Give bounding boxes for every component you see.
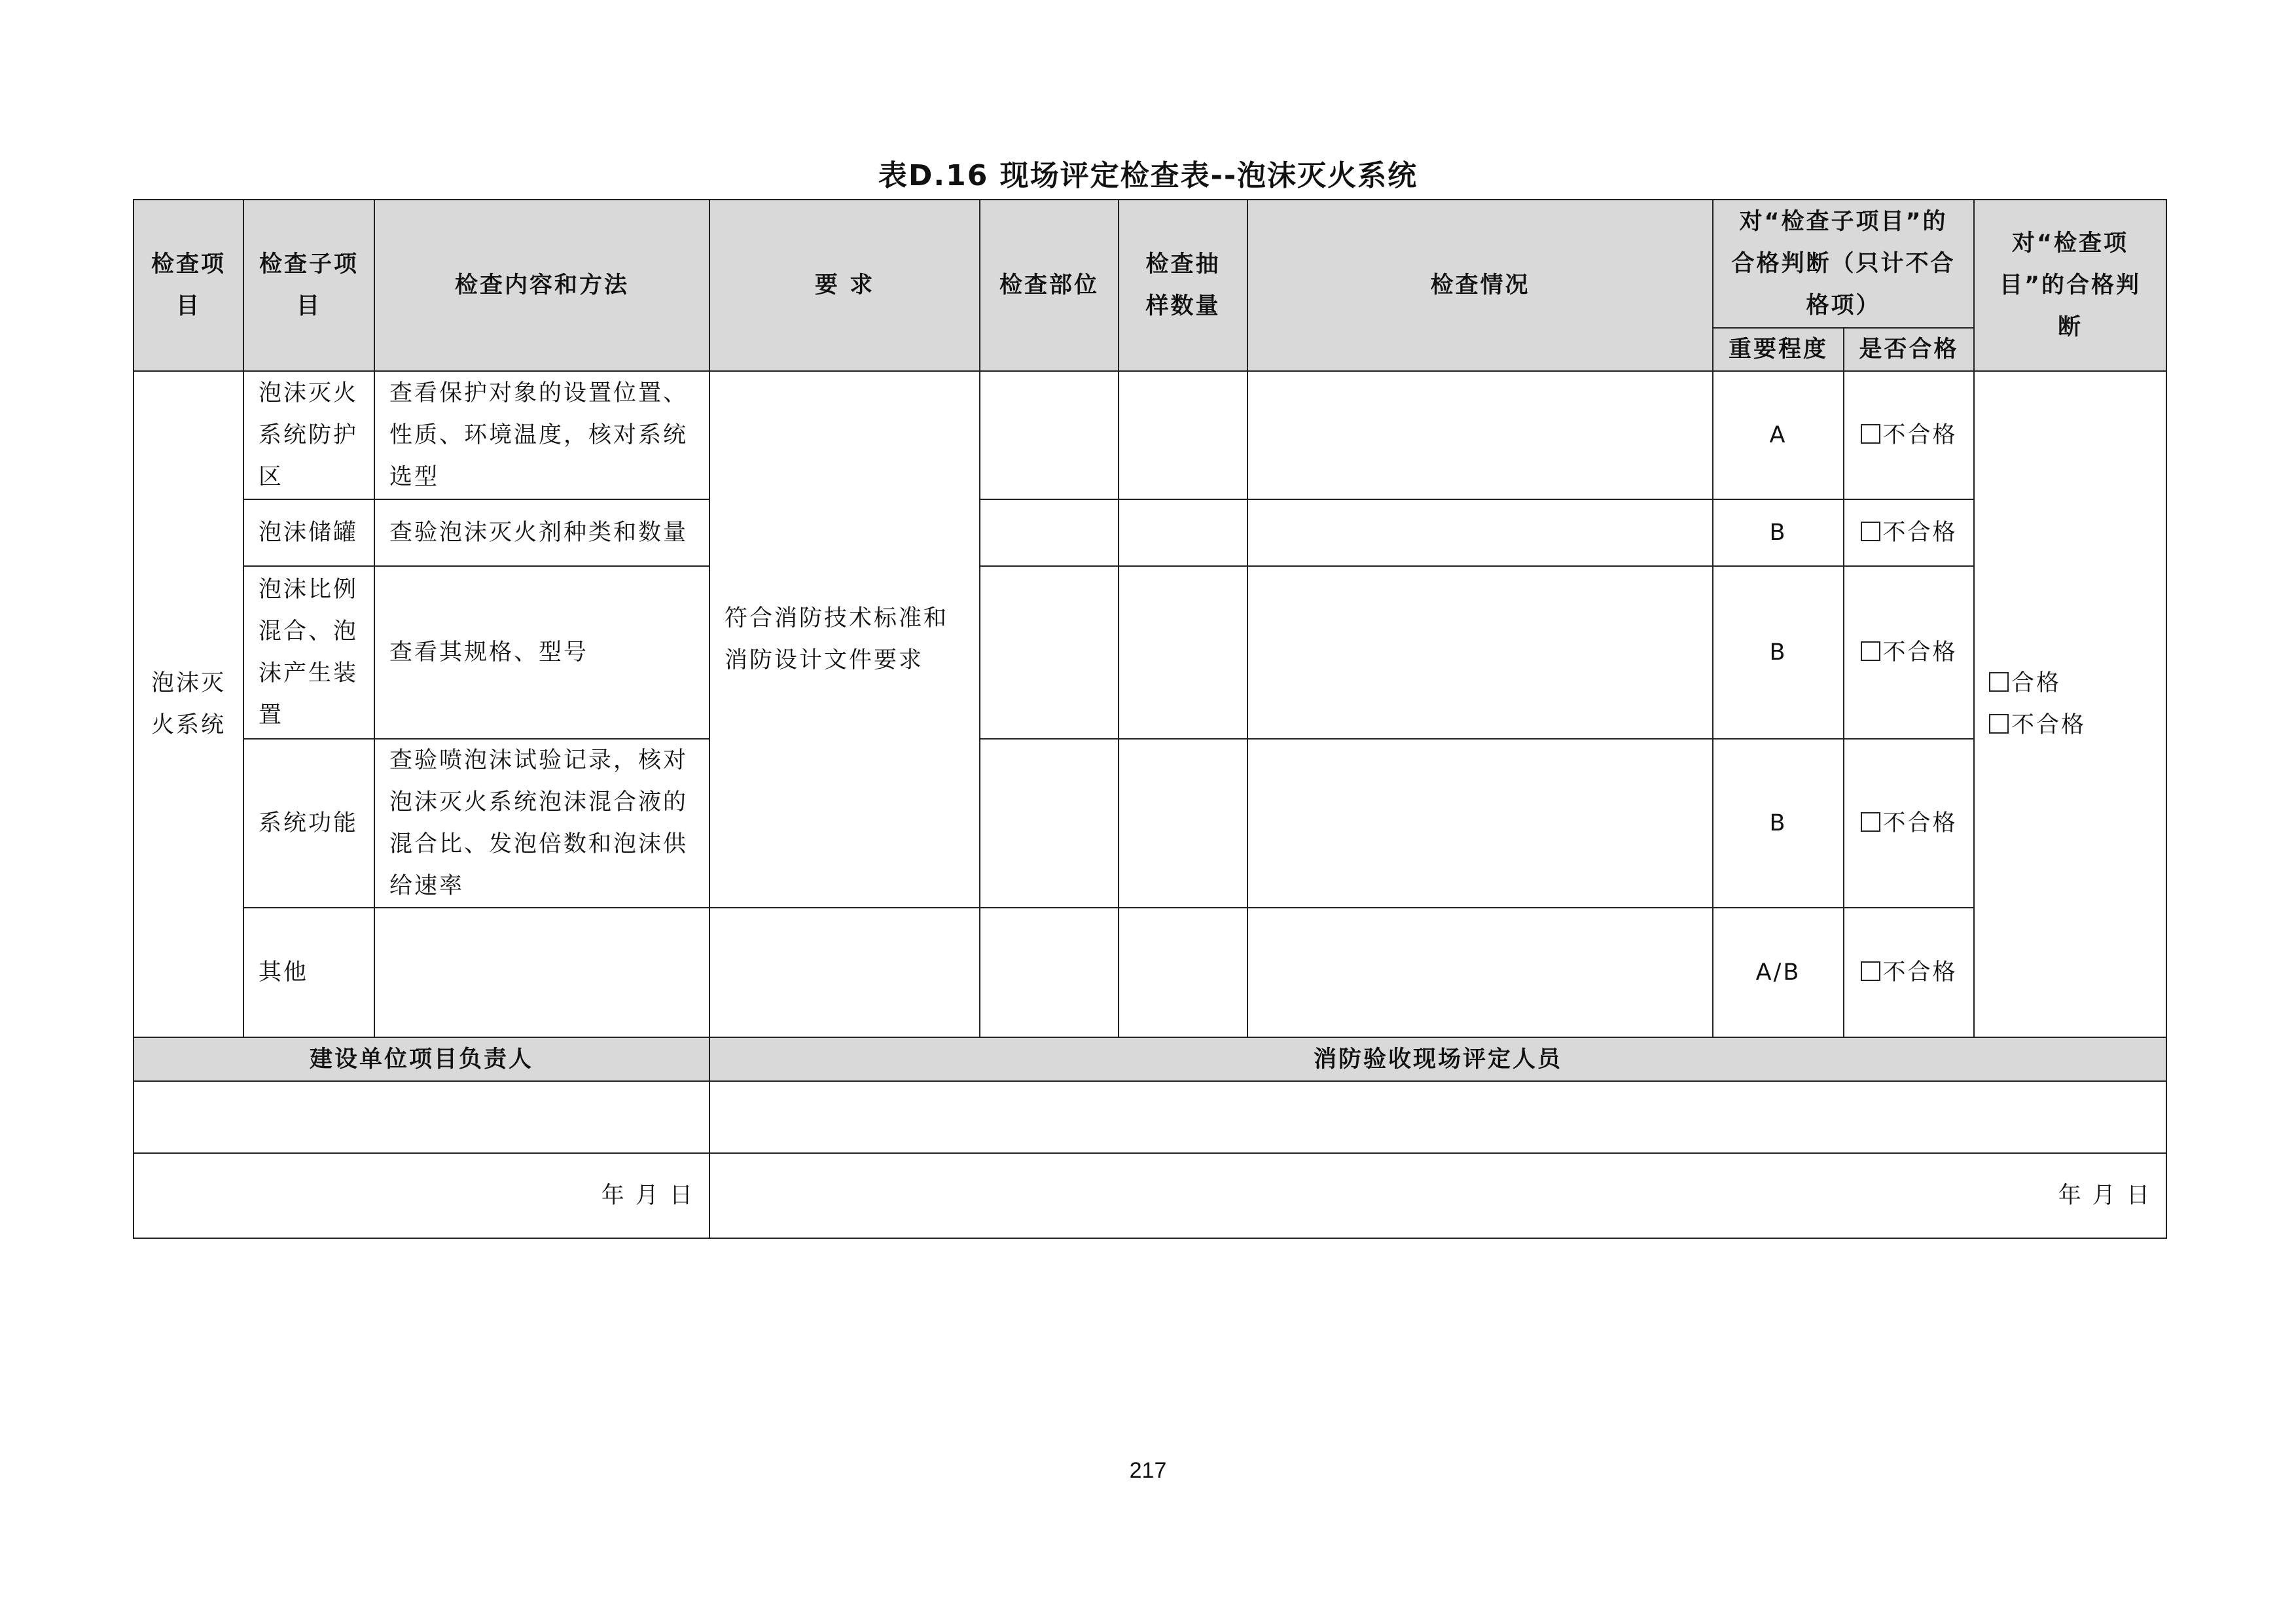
header-pass-or-not: 是否合格: [1844, 328, 1974, 371]
method-cell[interactable]: [374, 908, 709, 1037]
builder-date-cell[interactable]: 年 月 日: [134, 1153, 709, 1238]
importance-cell: B: [1713, 499, 1844, 566]
header-subitem: 检查子项目: [243, 200, 374, 371]
subitem-cell: 泡沫灭火系统防护区: [243, 371, 374, 499]
importance-cell: A: [1713, 371, 1844, 499]
sample-cell[interactable]: [1119, 566, 1247, 739]
option-fail-label: 不合格: [2011, 712, 2087, 738]
checkbox-label: 不合格: [1882, 639, 1958, 666]
table-title: 表D.16 现场评定检查表--泡沫灭火系统: [878, 159, 1418, 192]
sample-cell[interactable]: [1119, 371, 1247, 499]
status-cell[interactable]: [1247, 499, 1713, 566]
builder-label: 建设单位项目负责人: [134, 1037, 709, 1081]
status-cell[interactable]: [1247, 371, 1713, 499]
requirement-cell: 符合消防技术标准和消防设计文件要求: [709, 371, 980, 908]
checkbox-label: 不合格: [1882, 959, 1958, 986]
header-location: 检查部位: [980, 200, 1119, 371]
page-number: 217: [1129, 1458, 1167, 1483]
method-cell: 查验泡沫灭火剂种类和数量: [374, 499, 709, 566]
checkbox-icon[interactable]: [1861, 424, 1880, 444]
pass-check-cell[interactable]: [1844, 566, 1974, 739]
assessor-label: 消防验收现场评定人员: [709, 1037, 2166, 1081]
pass-check-cell[interactable]: [1844, 908, 1974, 1037]
checkbox-icon[interactable]: [1861, 961, 1880, 981]
header-sub-judgement: 对“检查子项目”的合格判断（只计不合格项）: [1713, 200, 1974, 328]
checkbox-icon[interactable]: [1861, 812, 1880, 832]
header-requirement: 要 求: [709, 200, 980, 371]
checkbox-label: 不合格: [1882, 520, 1958, 546]
item-judgement-cell[interactable]: [1974, 371, 2166, 1037]
subitem-cell: 其他: [243, 908, 374, 1037]
item-name-cell: 泡沫灭火系统: [134, 371, 243, 1037]
sample-cell[interactable]: [1119, 908, 1247, 1037]
checkbox-label: 不合格: [1882, 422, 1958, 448]
checkbox-label: 不合格: [1882, 810, 1958, 836]
assessor-date-cell[interactable]: 年 月 日: [709, 1153, 2166, 1238]
checkbox-icon[interactable]: [1989, 714, 2009, 734]
header-item-judgement: 对“检查项目”的合格判断: [1974, 200, 2166, 371]
requirement-cell[interactable]: [709, 908, 980, 1037]
subitem-cell: 系统功能: [243, 739, 374, 908]
option-pass-label: 合格: [2011, 670, 2062, 696]
method-cell: 查验喷泡沫试验记录，核对泡沫灭火系统泡沫混合液的混合比、发泡倍数和泡沫供给速率: [374, 739, 709, 908]
header-item: 检查项目: [134, 200, 243, 371]
header-status: 检查情况: [1247, 200, 1713, 371]
importance-cell: B: [1713, 566, 1844, 739]
sample-cell[interactable]: [1119, 739, 1247, 908]
pass-check-cell[interactable]: [1844, 371, 1974, 499]
subitem-cell: 泡沫储罐: [243, 499, 374, 566]
location-cell[interactable]: [980, 371, 1119, 499]
location-cell[interactable]: [980, 499, 1119, 566]
pass-check-cell[interactable]: [1844, 739, 1974, 908]
builder-signature-cell[interactable]: [134, 1081, 709, 1153]
checkbox-icon[interactable]: [1861, 641, 1880, 661]
header-method: 检查内容和方法: [374, 200, 709, 371]
status-cell[interactable]: [1247, 566, 1713, 739]
location-cell[interactable]: [980, 908, 1119, 1037]
checkbox-icon[interactable]: [1989, 672, 2009, 692]
method-cell: 查看其规格、型号: [374, 566, 709, 739]
importance-cell: B: [1713, 739, 1844, 908]
assessor-signature-cell[interactable]: [709, 1081, 2166, 1153]
importance-cell: A/B: [1713, 908, 1844, 1037]
header-sample: 检查抽样数量: [1119, 200, 1247, 371]
pass-check-cell[interactable]: [1844, 499, 1974, 566]
method-cell: 查看保护对象的设置位置、性质、环境温度，核对系统选型: [374, 371, 709, 499]
inspection-table: [133, 199, 2167, 1239]
sample-cell[interactable]: [1119, 499, 1247, 566]
checkbox-icon[interactable]: [1861, 522, 1880, 541]
status-cell[interactable]: [1247, 739, 1713, 908]
header-importance: 重要程度: [1713, 328, 1844, 371]
location-cell[interactable]: [980, 566, 1119, 739]
location-cell[interactable]: [980, 739, 1119, 908]
status-cell[interactable]: [1247, 908, 1713, 1037]
subitem-cell: 泡沫比例混合、泡沫产生装置: [243, 566, 374, 739]
